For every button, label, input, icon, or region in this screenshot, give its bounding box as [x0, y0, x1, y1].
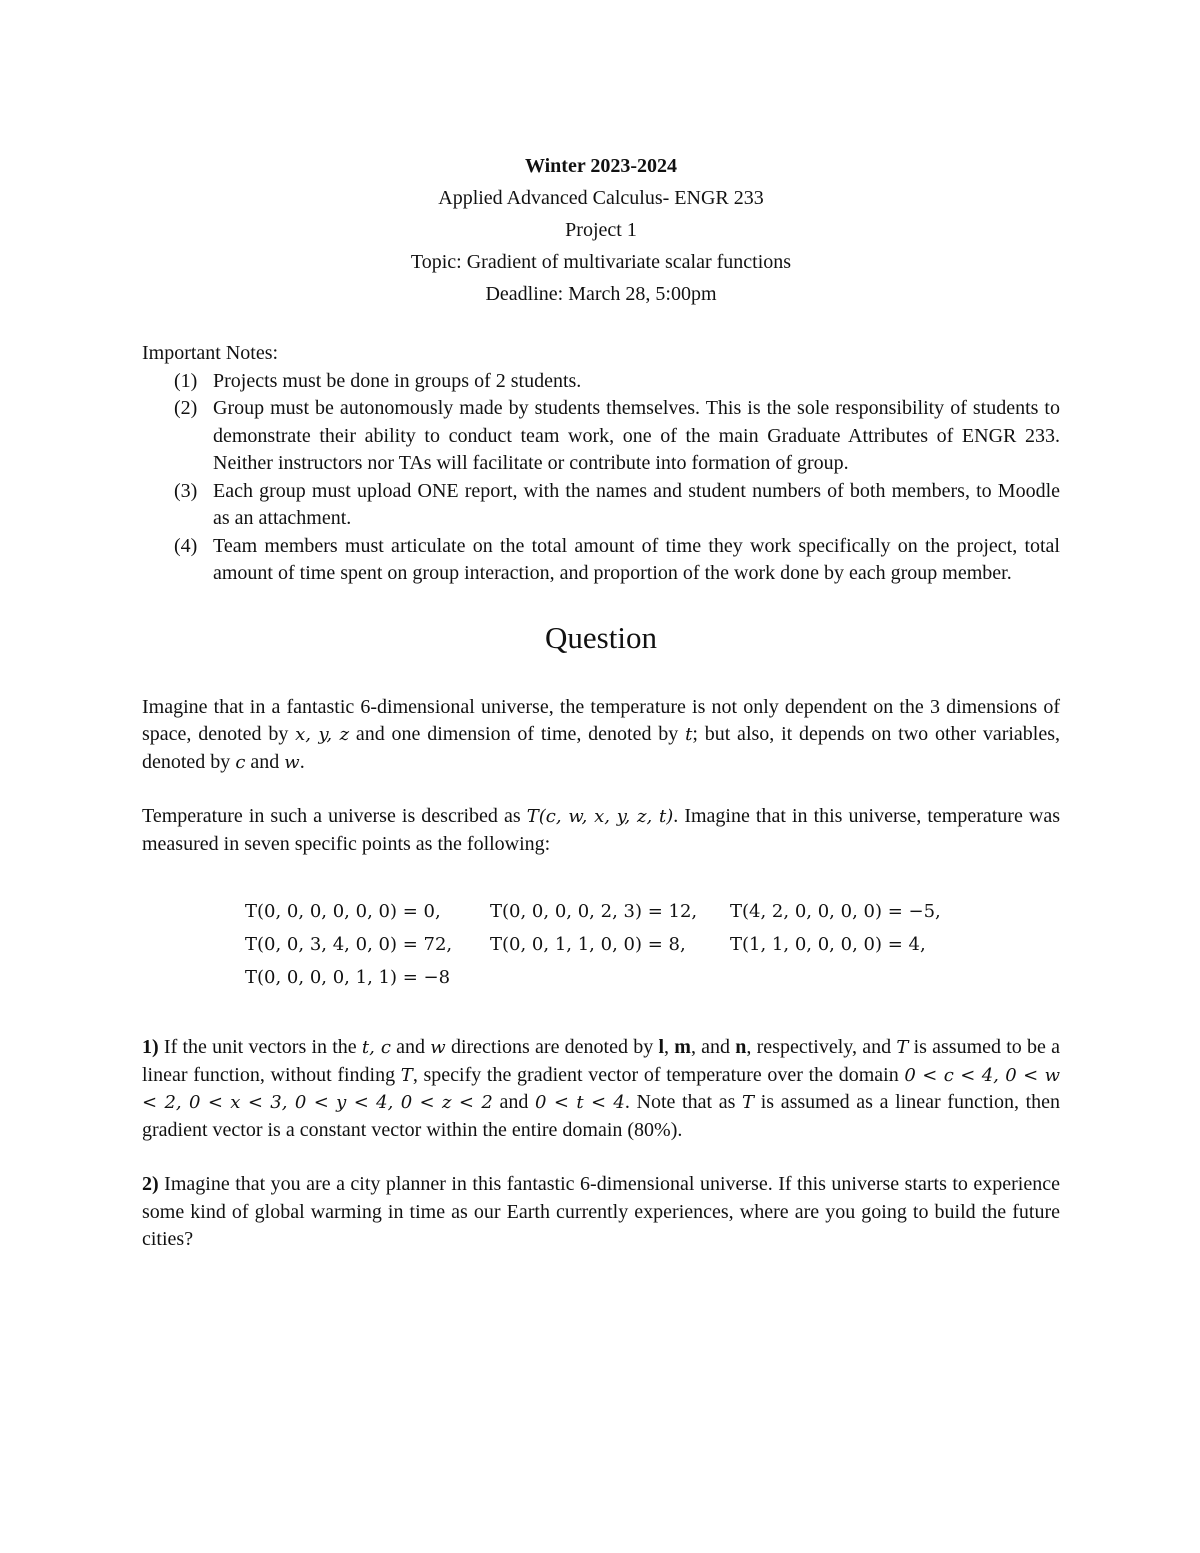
- part1-text: , respectively, and: [746, 1036, 892, 1058]
- part1-text: directions are denoted by: [450, 1036, 654, 1058]
- equation: T(1, 1, 0, 0, 0, 0) = 4,: [730, 934, 926, 955]
- vector-m: m: [674, 1036, 691, 1058]
- vector-n: n: [735, 1036, 747, 1058]
- note-text: Projects must be done in groups of 2 students.: [213, 369, 582, 392]
- note-number: (3): [174, 479, 198, 502]
- math-domain-t: 0 < t < 4: [535, 1092, 625, 1113]
- part2-text: Imagine that you are a city planner in this fantastic 6-dimensional universe. If this universe starts to experience some kind of global warming in time as our Earth currently experiences, where are you going to build the future cities?: [142, 1173, 1060, 1250]
- math-var-c: c: [235, 751, 246, 773]
- question-title: Question: [545, 619, 657, 655]
- deadline-line: Deadline: March 28, 5:00pm: [485, 283, 717, 305]
- note-number: (2): [174, 397, 198, 419]
- temperature-paragraph: [142, 803, 1060, 858]
- measurement-equations: [245, 895, 1060, 994]
- notes-title: Important Notes:: [142, 342, 279, 364]
- part-number: 1): [142, 1036, 159, 1058]
- equation-row: [245, 961, 1060, 994]
- temp-text-2: . Imagine that in this universe, temperature was measured in seven specific points as the following:: [142, 805, 1060, 855]
- equation: T(0, 0, 1, 1, 0, 0) = 8,: [490, 934, 686, 955]
- math-space-vars: x, y, z: [295, 724, 350, 745]
- list-item: [142, 395, 1060, 478]
- note-number: (1): [174, 369, 198, 392]
- equation: T(0, 0, 3, 4, 0, 0) = 72,: [245, 934, 453, 955]
- part1-text: ,: [664, 1036, 670, 1058]
- document-page: [142, 150, 1060, 1254]
- note-text: Group must be autonomously made by students themselves. This is the sole responsibility of students to demonstrate their ability to conduct team work, one of the main Graduate Attributes of ENGR 233. Neither instructors nor TAs will facilitate or contribute into formation of group.: [213, 397, 1060, 474]
- intro-text-1: Imagine that in a fantastic 6-dimensional universe, the temperature is not only dependent on the 3 dimensions of space, denoted by: [142, 695, 1060, 745]
- question-part-2: [142, 1171, 1060, 1254]
- math-T: T: [400, 1064, 413, 1086]
- question-part-1: [142, 1034, 1060, 1144]
- notes-list: [142, 368, 1060, 588]
- intro-end: .: [299, 750, 305, 773]
- math-T: T: [742, 1092, 755, 1113]
- part1-text: If the unit vectors in the: [163, 1036, 357, 1058]
- part-number: 2): [142, 1173, 159, 1195]
- equation: T(0, 0, 0, 0, 2, 3) = 12,: [490, 901, 698, 922]
- list-item: [142, 478, 1060, 533]
- part1-text: . Note that as: [624, 1091, 736, 1113]
- course-title: Applied Advanced Calculus- ENGR 233: [438, 187, 764, 209]
- part1-text: , specify the gradient vector of temperature over the domain: [412, 1063, 899, 1086]
- math-dirs: t, c: [361, 1037, 391, 1058]
- intro-paragraph: [142, 694, 1060, 777]
- list-item: [142, 368, 1060, 396]
- intro-text-3: ; but also, it depends on two other variables, denoted by: [142, 723, 1061, 773]
- equation: T(4, 2, 0, 0, 0, 0) = −5,: [730, 901, 941, 922]
- equation-row: [245, 895, 1060, 928]
- term-heading: Winter 2023-2024: [524, 155, 678, 177]
- note-text: Each group must upload ONE report, with the names and student numbers of both members, to Moodle as an attachment.: [213, 479, 1060, 529]
- note-number: (4): [174, 534, 198, 557]
- part1-text: and: [499, 1091, 529, 1113]
- part1-text: is assumed as a linear function, then gradient vector is a constant vector within the entire domain (80%).: [142, 1091, 1061, 1141]
- equation-row: [245, 928, 1060, 961]
- list-item: [142, 533, 1060, 588]
- math-temp-function: T(c, w, x, y, z, t): [526, 806, 674, 827]
- math-var-t: t: [685, 724, 693, 745]
- project-title: Project 1: [565, 219, 637, 241]
- note-text: Team members must articulate on the total amount of time they work specifically on the project, total amount of time spent on group interaction, and proportion of the work done by each group member.: [213, 534, 1060, 584]
- equation: T(0, 0, 0, 0, 1, 1) = −8: [245, 967, 451, 988]
- topic-line: Topic: Gradient of multivariate scalar functions: [410, 251, 792, 273]
- intro-text-2: and one dimension of time, denoted by: [355, 723, 679, 745]
- equation: T(0, 0, 0, 0, 0, 0) = 0,: [245, 901, 441, 922]
- math-dir-w: w: [430, 1037, 446, 1058]
- part1-text: is assumed to be a linear function, without finding: [142, 1036, 1061, 1086]
- vector-l: l: [658, 1036, 665, 1058]
- intro-and: and: [250, 750, 280, 773]
- document-header: [142, 150, 1060, 310]
- math-var-w: w: [284, 751, 300, 773]
- temp-text-1: Temperature in such a universe is described as: [142, 805, 521, 827]
- math-T: T: [896, 1037, 909, 1058]
- part1-text: , and: [690, 1036, 731, 1058]
- math-domain: 0 < c < 4, 0 < w < 2, 0 < x < 3, 0 < y < 4, 0 < z < 2: [142, 1064, 1061, 1113]
- part1-text: and: [396, 1036, 426, 1058]
